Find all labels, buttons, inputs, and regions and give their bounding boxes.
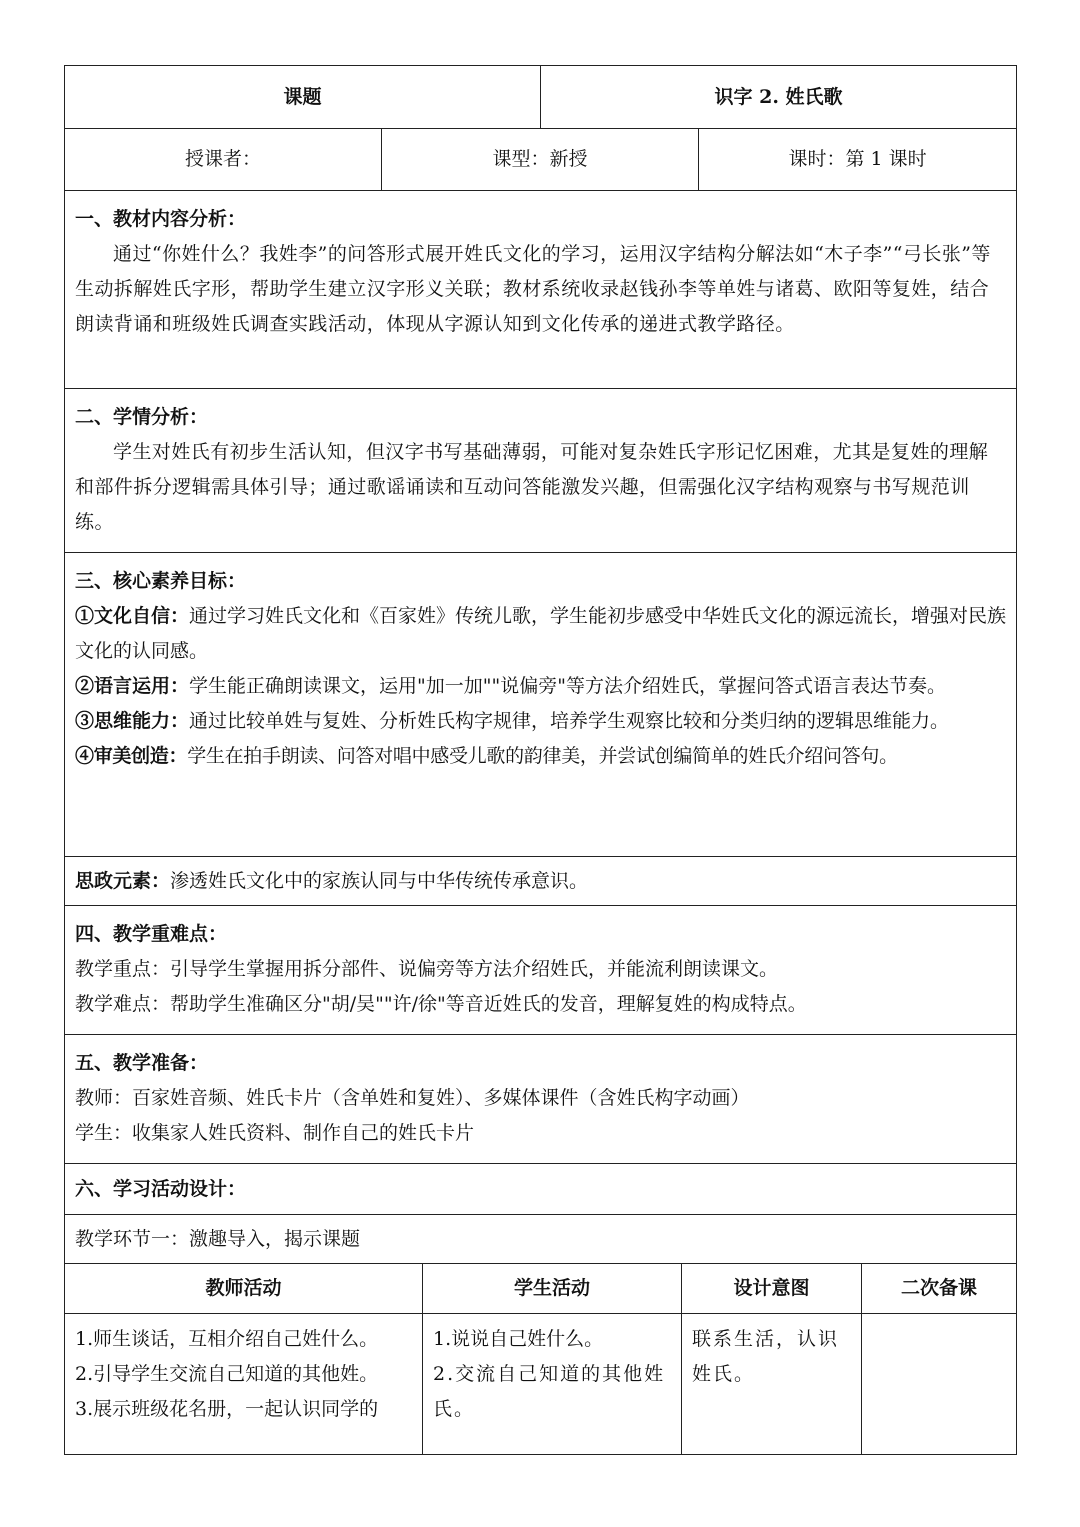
second-prep-cell <box>862 1313 1017 1454</box>
goal-item <box>75 704 1006 739</box>
section-title: 五、教学准备： <box>75 1052 209 1074</box>
section-title: 四、教学重难点： <box>75 923 228 945</box>
teaching-step-1: 教学环节一：激趣导入，揭示课题 <box>65 1215 1017 1264</box>
intent-cell: 联系生活，认识姓氏。 <box>682 1313 862 1454</box>
lesson-plan-sheet <box>64 65 1016 1455</box>
goal-item <box>75 739 1006 774</box>
goal-item <box>75 599 1006 669</box>
list-item: 2.引导学生交流自己知道的其他姓。 <box>75 1362 379 1385</box>
goal-text: 通过比较单姓与复姓、分析姓氏构字规律，培养学生观察比较和分类归纳的逻辑思维能力。 <box>189 710 950 732</box>
section-activity-design: 六、学习活动设计： <box>65 1164 1017 1215</box>
lesson-type: 课型：新授 <box>382 129 699 191</box>
list-item: 3.展示班级花名册，一起认识同学的 <box>75 1397 379 1420</box>
goal-item <box>75 669 1006 704</box>
col-header-intent: 设计意图 <box>682 1263 862 1313</box>
goal-label: ②语言运用： <box>75 675 190 697</box>
goal-text: 学生在拍手朗读、问答对唱中感受儿歌的韵律美，并尝试创编简单的姓氏介绍问答句。 <box>187 745 898 767</box>
teacher-prep: 教师：百家姓音频、姓氏卡片（含单姓和复姓）、多媒体课件（含姓氏构字动画） <box>75 1087 750 1109</box>
col-header-second-prep: 二次备课 <box>862 1263 1017 1313</box>
col-header-teacher: 教师活动 <box>65 1263 423 1313</box>
section-preparation <box>65 1035 1017 1164</box>
section-student-analysis <box>65 389 1017 553</box>
ideology-text: 渗透姓氏文化中的家族认同与中华传统传承意识。 <box>170 869 589 892</box>
topic-value: 识字 2. 姓氏歌 <box>541 66 1017 129</box>
list-item: 1.师生谈话，互相介绍自己姓什么。 <box>75 1327 379 1350</box>
goal-text: 学生能正确朗读课文，运用"加一加""说偏旁"等方法介绍姓氏，掌握问答式语言表达节奏。 <box>189 675 946 697</box>
goal-label: ③思维能力： <box>75 710 190 732</box>
teacher-label: 授课者： <box>65 129 382 191</box>
student-prep: 学生：收集家人姓氏资料、制作自己的姓氏卡片 <box>75 1122 475 1144</box>
lesson-period: 课时：第 1 课时 <box>699 129 1017 191</box>
section-title: 三、核心素养目标： <box>75 570 247 592</box>
section-content-analysis <box>65 191 1017 389</box>
student-activity-cell <box>423 1313 682 1454</box>
col-header-student: 学生活动 <box>423 1263 682 1313</box>
list-item: 1.说说自己姓什么。 <box>433 1327 604 1350</box>
goal-text: 通过学习姓氏文化和《百家姓》传统儿歌，学生能初步感受中华姓氏文化的源远流长，增强对民族文化的认同感。 <box>75 605 1007 662</box>
section-ideology <box>65 857 1017 906</box>
section-title: 一、教材内容分析： <box>75 208 247 230</box>
difficult-point: 教学难点：帮助学生准确区分"胡/吴""许/徐"等音近姓氏的发音，理解复姓的构成特点。 <box>75 993 807 1015</box>
list-item: 2.交流自己知道的其他姓氏。 <box>433 1362 666 1420</box>
section-title: 二、学情分析： <box>75 406 209 428</box>
topic-label: 课题 <box>65 66 541 129</box>
activity-table <box>64 1263 1017 1455</box>
section-key-points <box>65 906 1017 1035</box>
ideology-label: 思政元素： <box>75 869 171 892</box>
section-text: 学生对姓氏有初步生活认知，但汉字书写基础薄弱，可能对复杂姓氏字形记忆困难，尤其是复姓的理解和部件拆分逻辑需具体引导；通过歌谣诵读和互动问答能激发兴趣，但需强化汉字结构观察与书写规范训练。 <box>75 441 989 533</box>
goal-label: ①文化自信： <box>75 605 190 627</box>
goal-label: ④审美创造： <box>75 745 188 767</box>
teacher-activity-cell <box>65 1313 423 1454</box>
section-core-goals <box>65 553 1017 857</box>
section-text: 通过“你姓什么？我姓李”的问答形式展开姓氏文化的学习，运用汉字结构分解法如“木子李”“弓长张”等生动拆解姓氏字形，帮助学生建立汉字形义关联；教材系统收录赵钱孙李等单姓与诸葛、欧阳等复姓，结合朗读背诵和班级姓氏调查实践活动，体现从字源认知到文化传承的递进式教学路径。 <box>75 243 991 335</box>
key-point: 教学重点：引导学生掌握用拆分部件、说偏旁等方法介绍姓氏，并能流利朗读课文。 <box>75 958 779 980</box>
lesson-plan-table <box>64 65 1017 1264</box>
